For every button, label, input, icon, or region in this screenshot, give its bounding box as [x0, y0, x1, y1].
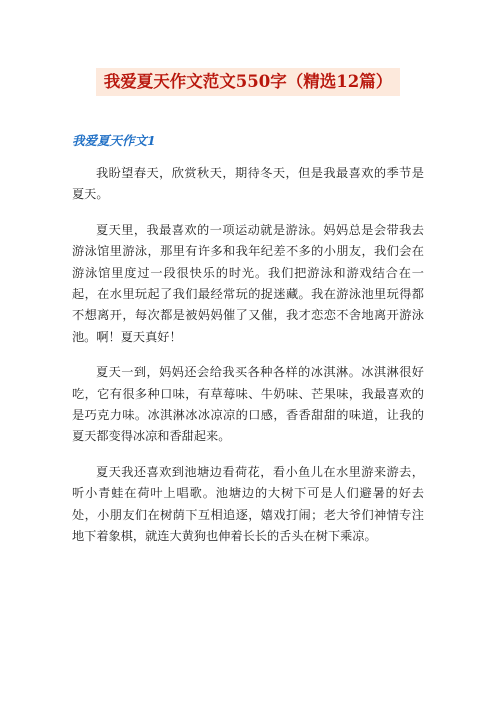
paragraph-3: 夏天一到，妈妈还会给我买各种各样的冰淇淋。冰淇淋很好吃，它有很多种口味，有草莓味、牛奶味、芒果味，我最喜欢的是巧克力味。冰淇淋冰冰凉凉的口感，香香甜甜的味道，让我的夏天都变得冰凉和香甜起来。 — [72, 365, 424, 444]
paragraph-4: 夏天我还喜欢到池塘边看荷花，看小鱼儿在水里游来游去，听小青蛙在荷叶上唱歌。池塘边的大树下可是人们避暑的好去处，小朋友们在树荫下互相追逐，嬉戏打闹；老大爷们神情专注地下着象棋，就连大黄狗也伸着长长的舌头在树下乘凉。 — [72, 464, 424, 544]
title-container — [0, 68, 496, 96]
article-body — [72, 163, 424, 562]
paragraph-2: 夏天里，我最喜欢的一项运动就是游泳。妈妈总是会带我去游泳馆里游泳，那里有许多和我年纪差不多的小朋友，我们会在游泳馆里度过一段很快乐的时光。我们把游泳和游戏结合在一起，在水里玩起了我们最经常玩的捉迷藏。我在游泳池里玩得都不想离开，每次都是被妈妈催了又催，我才恋恋不舍地离开游泳池。啊！夏天真好！ — [72, 222, 424, 344]
section-title: 我爱夏天作文1 — [72, 133, 156, 148]
paragraph-1: 我盼望春天，欣赏秋天，期待冬天，但是我最喜欢的季节是夏天。 — [72, 166, 424, 202]
document-title: 我爱夏天作文范文550字（精选12篇） — [96, 68, 400, 96]
